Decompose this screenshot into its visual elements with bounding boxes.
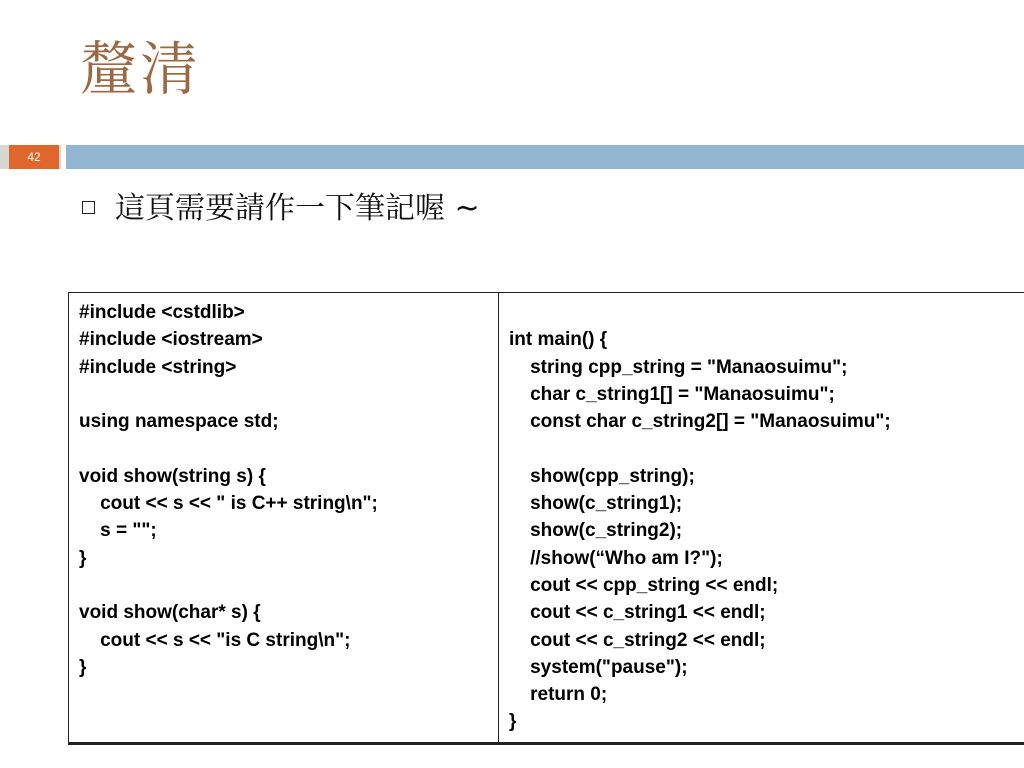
bullet-text: 這頁需要請作一下筆記喔 ~ [115, 191, 480, 226]
code-line: #include <string> [79, 356, 237, 378]
code-line: #include <cstdlib> [79, 302, 245, 323]
code-line: cout << c_string1 << endl; [509, 602, 766, 624]
code-line [79, 572, 488, 599]
code-table [68, 292, 1024, 745]
code-line: } [79, 547, 87, 569]
code-cell-right [499, 293, 1024, 744]
code-line: show(c_string2); [509, 520, 683, 542]
code-line: #include <iostream> [79, 329, 263, 351]
code-line: void show(string s) { [79, 465, 266, 487]
code-cell-left [69, 293, 499, 744]
code-line [79, 381, 488, 408]
code-line: void show(char* s) { [79, 602, 261, 624]
code-line: const char c_string2[] = "Manaosuimu"; [509, 411, 891, 433]
code-line: cout << c_string2 << endl; [509, 629, 766, 651]
code-line: string cpp_string = "Manaosuimu"; [509, 356, 848, 378]
code-table-row [69, 293, 1024, 744]
code-line: s = ""; [79, 520, 157, 542]
code-line: cout << s << " is C++ string\n"; [79, 493, 378, 515]
code-line [509, 435, 1015, 462]
code-line: } [79, 656, 87, 678]
code-line: //show(“Who am I?"); [509, 547, 723, 569]
code-line: using namespace std; [79, 411, 279, 433]
code-line: char c_string1[] = "Manaosuimu"; [509, 383, 835, 405]
header-band [66, 145, 1024, 169]
code-line: } [509, 711, 517, 733]
code-line: return 0; [509, 684, 608, 706]
square-bullet-icon [82, 201, 95, 214]
code-line: int main() { [509, 329, 608, 351]
code-line [509, 299, 1015, 326]
code-line [79, 435, 488, 462]
code-line: cout << s << "is C string\n"; [79, 629, 351, 651]
code-line: show(cpp_string); [509, 465, 695, 487]
page-number-badge: 42 [9, 145, 59, 169]
code-line: show(c_string1); [509, 493, 683, 515]
bullet-item [82, 183, 480, 227]
code-line: system("pause"); [509, 656, 688, 678]
slide-title: 釐清 [80, 35, 201, 103]
code-line: cout << cpp_string << endl; [509, 574, 779, 596]
